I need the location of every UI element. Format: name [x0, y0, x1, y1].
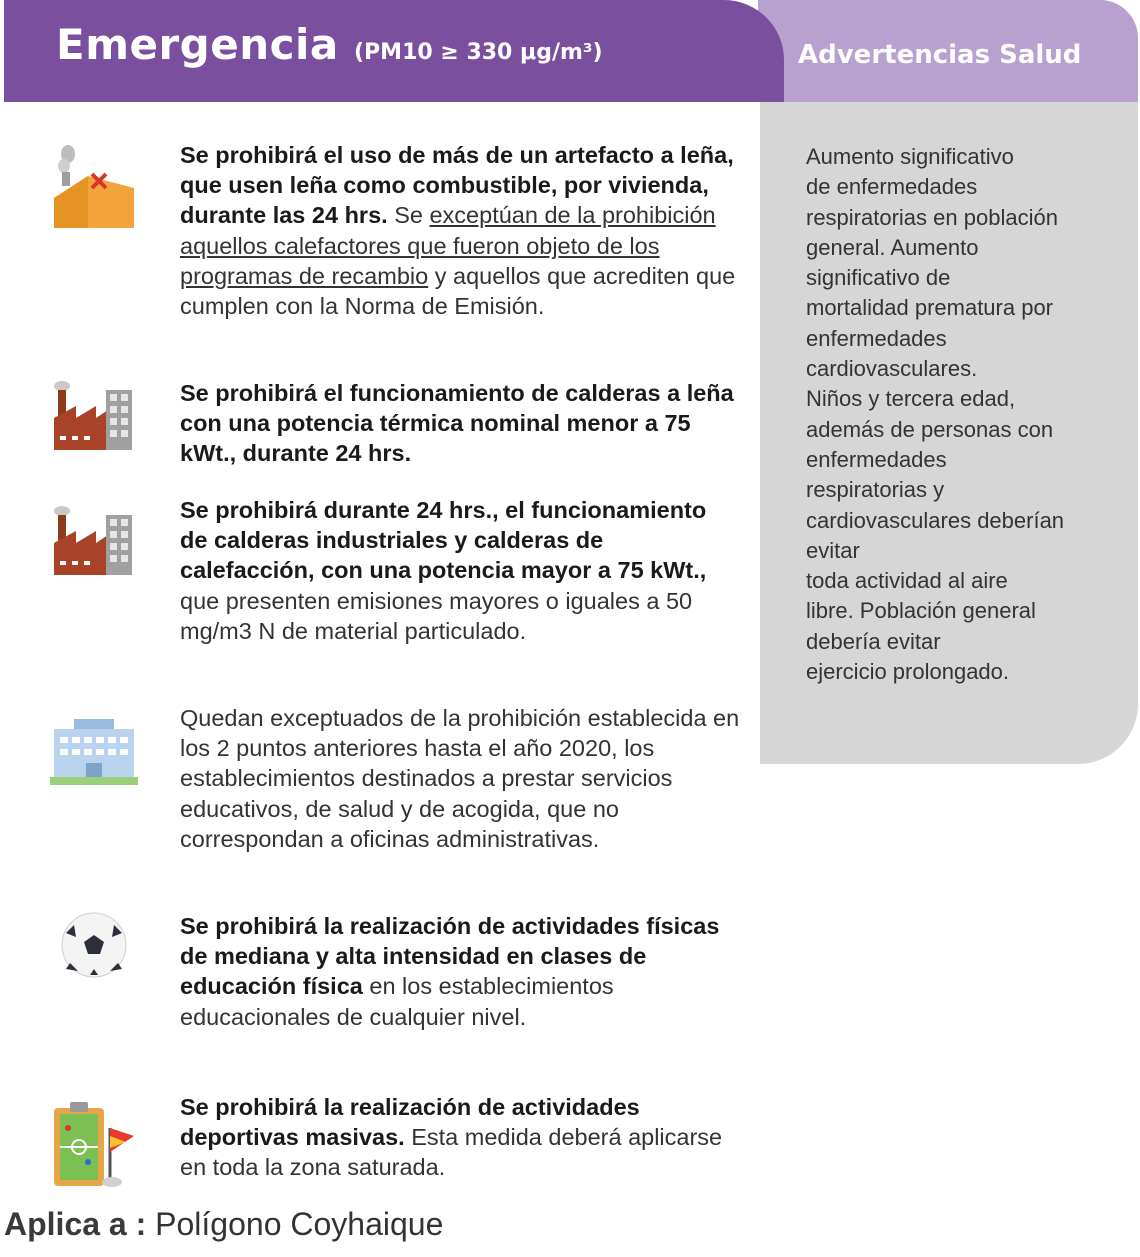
measure-plain-text: Esta medida deberá aplicarse en toda la zona saturada. [180, 1124, 723, 1181]
measure-plain-text: en los establecimientos educacionales de cualquier nivel. [180, 973, 614, 1030]
school-building-icon [48, 713, 140, 805]
applies-to-label: Aplica a : [4, 1206, 147, 1242]
measure-text-lead: Se [387, 202, 430, 229]
emergency-header [4, 0, 784, 102]
measure-text [180, 911, 740, 1032]
measure-plain-text: Quedan exceptuados de la prohibición establecida en los 2 puntos anteriores hasta el año 2020, los establecimientos destinados a prestar servicios educativos, de salud y de acogida, que no correspondan a oficinas administrativas. [180, 705, 740, 852]
soccer-ball-icon [48, 911, 140, 1003]
measure-text [180, 1092, 740, 1183]
health-warnings-title: Advertencias Salud [798, 40, 1082, 70]
house-smoke-icon [48, 140, 140, 232]
measure-text [180, 703, 740, 854]
applies-to [4, 1206, 443, 1243]
sports-field-flag-icon [48, 1098, 140, 1190]
measure-text [180, 495, 740, 646]
measure-underlined-text: exceptúan de la prohibición aquellos calefactores que fueron objeto de los programas de recambio [180, 202, 716, 289]
measure-text [180, 378, 740, 469]
factory-icon [48, 503, 140, 595]
health-warnings-text: Aumento significativo de enfermedades respiratorias en población general. Aumento significativo de mortalidad prematura por enfermedades cardiovasculares. Niños y tercera edad, además de personas con enfermedades respiratorias y cardiovasculares deberían evitar toda actividad al aire libre. Población general debería evitar ejercicio prolongado. [806, 144, 1065, 685]
health-warnings-panel [760, 102, 1138, 764]
page-title: Emergencia [56, 20, 339, 69]
measure-plain-text: y aquellos que acrediten que cumplen con la Norma de Emisión. [180, 262, 736, 320]
page-subtitle: (PM10 ≥ 330 μg/m³) [354, 40, 603, 65]
measure-plain-text: que presenten emisiones mayores o iguales a 50 mg/m3 N de material particulado. [180, 587, 693, 644]
health-warnings-header [758, 0, 1138, 102]
factory-icon [48, 378, 140, 470]
measure-bold-text: Se prohibirá el funcionamiento de calderas a leña con una potencia térmica nominal menor a 75 kWt., durante 24 hrs. [180, 380, 734, 467]
measure-text [180, 140, 740, 321]
applies-to-value: Polígono Coyhaique [146, 1206, 444, 1242]
measure-bold-text: Se prohibirá la realización de actividades físicas de mediana y alta intensidad en clases de educación física [180, 913, 720, 1000]
measure-bold-text: Se prohibirá la realización de actividades deportivas masivas. [180, 1094, 640, 1151]
measure-bold-text: Se prohibirá durante 24 hrs., el funcionamiento de calderas industriales y calderas de calefacción, con una potencia mayor a 75 kWt., [180, 497, 707, 584]
measure-bold-text: Se prohibirá el uso de más de un artefacto a leña, que usen leña como combustible, por vivienda, durante las 24 hrs. [180, 142, 734, 229]
